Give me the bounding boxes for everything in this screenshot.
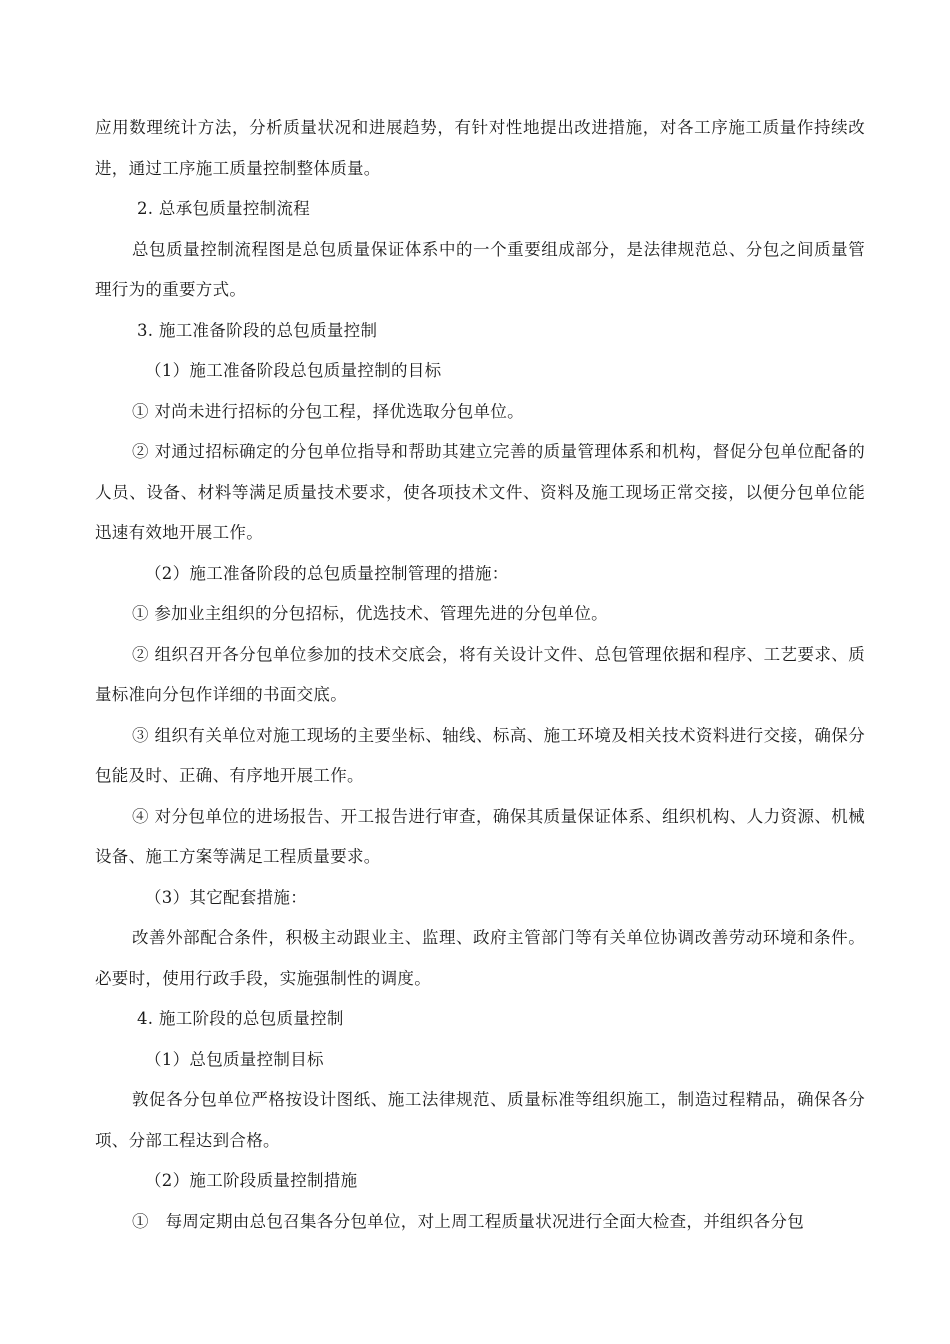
section-heading-4: 4. 施工阶段的总包质量控制 xyxy=(137,1009,344,1028)
subsection-heading: （1）总包质量控制目标 xyxy=(145,1049,324,1069)
subsection-heading: （1）施工准备阶段总包质量控制的目标 xyxy=(145,361,442,380)
paragraph: 改善外部配合条件，积极主动跟业主、监理、政府主管部门等有关单位协调改善劳动环境和条件。必要时，使用行政手段，实施强制性的调度。 xyxy=(95,928,865,988)
section-heading-3: 3. 施工准备阶段的总包质量控制 xyxy=(137,320,378,340)
paragraph: 总包质量控制流程图是总包质量保证体系中的一个重要组成部分，是法律规范总、分包之间质量管理行为的重要方式。 xyxy=(95,239,865,299)
paragraph: 敦促各分包单位严格按设计图纸、施工法律规范、质量标准等组织施工，制造过程精品，确保各分项、分部工程达到合格。 xyxy=(95,1090,865,1150)
subsection-heading: （2）施工准备阶段的总包质量控制管理的措施： xyxy=(145,563,509,583)
document-page xyxy=(95,108,865,1242)
subsection-heading: （3）其它配套措施： xyxy=(145,887,307,907)
paragraph-continuation: 应用数理统计方法，分析质量状况和进展趋势，有针对性地提出改进措施，对各工序施工质量作持续改进，通过工序施工质量控制整体质量。 xyxy=(95,118,865,178)
subsection-heading: （2）施工阶段质量控制措施 xyxy=(145,1171,358,1190)
list-item: ① 每周定期由总包召集各分包单位，对上周工程质量状况进行全面大检查，并组织各分包 xyxy=(132,1211,804,1231)
list-item: ① 参加业主组织的分包招标，优选技术、管理先进的分包单位。 xyxy=(132,604,608,623)
list-item: ② 对通过招标确定的分包单位指导和帮助其建立完善的质量管理体系和机构，督促分包单位配备的人员、设备、材料等满足质量技术要求，使各项技术文件、资料及施工现场正常交接，以便分包单位能迅速有效地开展工作。 xyxy=(95,442,865,542)
list-item: ① 对尚未进行招标的分包工程，择优选取分包单位。 xyxy=(132,401,524,421)
list-item: ② 组织召开各分包单位参加的技术交底会，将有关设计文件、总包管理依据和程序、工艺要求、质量标准向分包作详细的书面交底。 xyxy=(95,644,865,704)
list-item: ④ 对分包单位的进场报告、开工报告进行审查，确保其质量保证体系、组织机构、人力资源、机械设备、施工方案等满足工程质量要求。 xyxy=(95,806,865,866)
list-item: ③ 组织有关单位对施工现场的主要坐标、轴线、标高、施工环境及相关技术资料进行交接，确保分包能及时、正确、有序地开展工作。 xyxy=(95,725,865,785)
section-heading-2: 2. 总承包质量控制流程 xyxy=(137,199,311,218)
